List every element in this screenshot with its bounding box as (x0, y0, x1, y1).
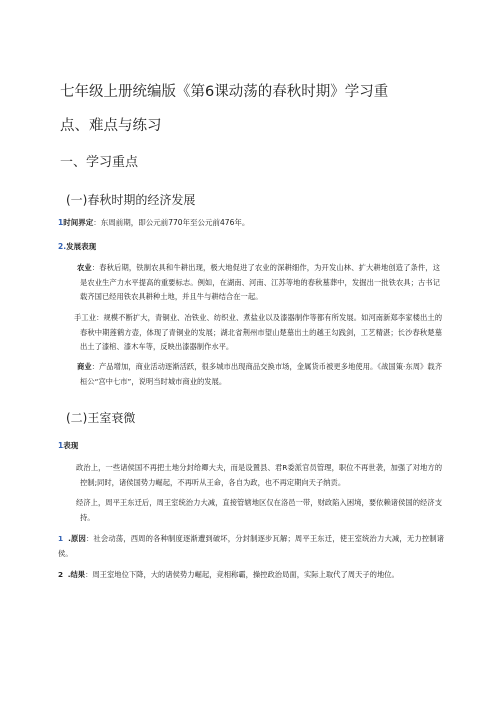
paragraph-text: ：社会动荡，西周的各种制度逐渐遭到破坏，分封制逐步瓦解；周平王东迁，使王室统治力大减，无力控制诸侯。 (58, 534, 445, 558)
cause-paragraph (58, 532, 444, 561)
commerce-paragraph (77, 360, 442, 389)
item-label: 发展表现 (66, 242, 97, 251)
section-heading-key-points: 一、学习重点 (60, 155, 139, 170)
time-definition (58, 217, 458, 228)
title-line-1: 七年级上册统编版《第6课动荡的春秋时期》学习重 (60, 84, 389, 100)
performance-heading (58, 440, 78, 451)
agriculture-paragraph (77, 261, 441, 305)
paragraph-lead: 商业 (77, 362, 92, 371)
item-number: 1 (58, 218, 64, 227)
paragraph-lead: .结果 (67, 570, 86, 579)
handicraft-paragraph: 手工业：规模不断扩大，青铜业、冶铁业、纺织业、煮盐业以及漆器制作等都有所发展。如河南新郑李家楼出土的春秋中期莲鹤方壶，体现了青铜业的发展；湖北省荆州市望山楚墓出土的越王勾践剑，工艺精湛；长沙春秋楚墓出土了漆棺、漆木车等，反映出漆器制作水平。 (74, 313, 442, 351)
item-number: 1 (58, 534, 64, 543)
title-line-2: 点、难点与练习 (60, 118, 162, 134)
paragraph-lead: 农业 (77, 263, 92, 272)
item-number: 1 (58, 441, 64, 450)
development-heading (58, 241, 96, 252)
item-text: ：东周前期，即公元前770年至公元前476年。 (93, 218, 250, 227)
item-number: 2 (58, 570, 64, 579)
subsection-heading-economy: (一)春秋时期的经济发展 (66, 193, 196, 207)
item-label: 时间界定 (63, 218, 94, 227)
economic-paragraph: 经济上，周平王东迁后，周王室统治力大减，直接管辖地区仅在洛邑一带，财政陷入困境，要依赖诸侯国的经济支持。 (76, 498, 442, 522)
paragraph-text: ：春秋后期，铁制农具和牛耕出现，极大地促进了农业的深耕细作，为开发山林、扩大耕地创造了条件，这是农业生产力水平提高的重要标志。例如，在湖南、河南、江苏等地的春秋墓葬中，发掘出一批铁农具；古书记载齐国已经用铁农具耕种土地，并且牛与耕结合在一起。 (80, 263, 441, 301)
subsection-heading-royal-decline: (二)王室衰微 (66, 411, 136, 425)
item-number: 2. (58, 242, 67, 251)
item-label: 表现 (63, 441, 79, 450)
result-paragraph (58, 568, 444, 583)
political-paragraph: 政治上，一些诸侯国不再把土地分封给卿大夫，而是设置县、君R委派官员管理，职位不再世袭，加强了对地方的控制;同时，诸侯国势力崛起，不再听从王命，各自为政，也不再定期向天子纳贡。 (76, 463, 442, 487)
document-title (60, 82, 450, 136)
paragraph-text: ：周王室地位下降，大的诸侯势力崛起，竞相称霸，操控政治局面，实际上取代了周天子的地位。 (85, 570, 399, 579)
paragraph-text: ：产品增加，商业活动逐渐活跃，很多城市出现商品交换市场，金属货币被更多地使用。《战国策·东周》载齐桓公“宫中七市”，说明当时城市商业的发展。 (80, 362, 442, 386)
paragraph-lead: .原因 (68, 534, 86, 543)
